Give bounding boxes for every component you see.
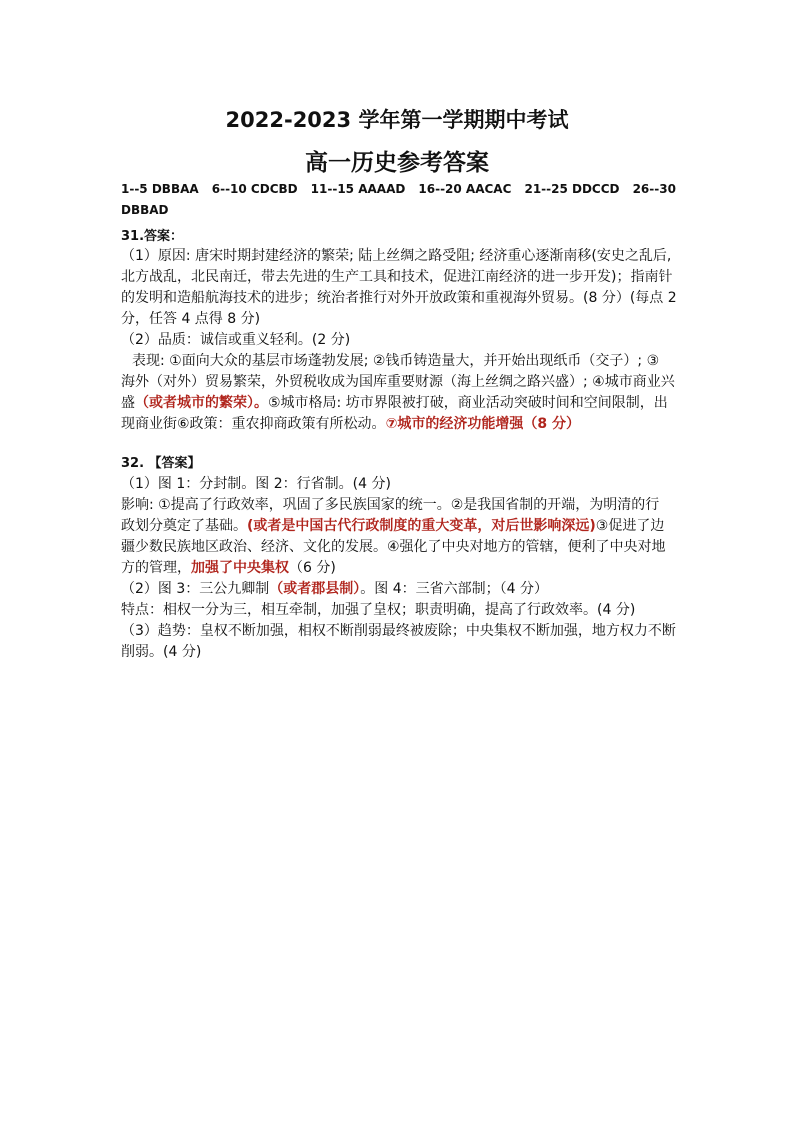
q31-part2-line <box>121 413 677 433</box>
q32-text: （2）图 3：三公九卿制 <box>121 581 270 597</box>
q32-text: （6 分) <box>289 560 336 576</box>
q32-line <box>121 578 677 598</box>
q31-part2-line: （2）品质：诚信或重义轻利。(2 分) <box>121 332 351 348</box>
mc-group: 6--10 CDCBD <box>211 182 298 196</box>
q31-red-note: （或者城市的繁荣）。 <box>135 395 268 411</box>
q31-header: 31.答案： <box>121 229 184 244</box>
q32-red-note: (或者是中国古代行政制度的重大变革，对后世影响深远) <box>247 518 596 534</box>
q32-line: （3）趋势：皇权不断加强，相权不断削弱最终被废除；中央集权不断加强，地方权力不断 <box>121 623 676 639</box>
q32-line <box>121 515 677 535</box>
mc-group: 26--30 <box>632 182 676 196</box>
mc-group: 16--20 AACAC <box>418 182 512 196</box>
q32-line: 特点：相权一分为三，相互牵制，加强了皇权；职责明确，提高了行政效率。(4 分) <box>121 602 636 618</box>
q32-line: 削弱。(4 分) <box>121 644 202 660</box>
q31-part2-line <box>121 392 677 412</box>
q31-text: 现商业街⑥政策：重农抑商政策有所松动。 <box>121 416 386 432</box>
q31-part1-line: （1）原因: 唐宋时期封建经济的繁荣; 陆上丝绸之路受阻; 经济重心逐渐南移(安史之乱后, <box>121 248 672 264</box>
q32-line <box>121 557 677 577</box>
q31-part1-line: 分，任答 4 点得 8 分) <box>121 311 261 327</box>
mc-last-group: DBBAD <box>121 203 169 217</box>
mc-group: 21--25 DDCCD <box>524 182 620 196</box>
mc-group: 1--5 DBBAA <box>121 182 199 196</box>
q31-part2-line: 表现: ①面向大众的基层市场蓬勃发展; ②钱币铸造量大，并开始出现纸币（交子）; ③ <box>132 353 660 369</box>
q32-text: 。图 4：三省六部制；（4 分） <box>360 581 548 597</box>
mc-group: 11--15 AAAAD <box>310 182 406 196</box>
q31-part1-line: 的发明和造船航海技术的进步；统治者推行对外开放政策和重视海外贸易。(8 分）(每点 2 <box>121 290 677 306</box>
q32-text: 方的管理， <box>121 560 191 576</box>
q32-line: （1）图 1：分封制。图 2：行省制。(4 分) <box>121 476 391 492</box>
exam-subtitle: 高一历史参考答案 <box>305 150 489 176</box>
q31-text: 盛 <box>121 395 135 411</box>
q32-red-note: （或者郡县制） <box>269 581 361 597</box>
q31-text: ⑤城市格局: 坊市界限被打破，商业活动突破时间和空间限制，出 <box>268 395 668 411</box>
q32-header: 32. 【答案】 <box>121 456 201 471</box>
q31-part1-line: 北方战乱，北民南迁，带去先进的生产工具和技术，促进江南经济的进一步开发)；指南针 <box>121 269 673 285</box>
q31-red-note: ⑦城市的经济功能增强（8 分） <box>385 416 581 432</box>
q32-text: 政划分奠定了基础。 <box>121 518 247 534</box>
exam-title: 2022-2023 学年第一学期期中考试 <box>225 108 569 132</box>
q32-red-note: 加强了中央集权 <box>191 560 289 576</box>
q31-part2-line: 海外（对外）贸易繁荣，外贸税收成为国库重要财源（海上丝绸之路兴盛）; ④城市商业兴 <box>121 374 675 390</box>
q32-line: 影响: ①提高了行政效率，巩固了多民族国家的统一。②是我国省制的开端，为明清的行 <box>121 497 660 513</box>
q32-text: ③促进了边 <box>595 518 665 534</box>
multiple-choice-answers <box>121 182 676 196</box>
q32-line: 疆少数民族地区政治、经济、文化的发展。④强化了中央对地方的管辖，便利了中央对地 <box>121 539 666 555</box>
